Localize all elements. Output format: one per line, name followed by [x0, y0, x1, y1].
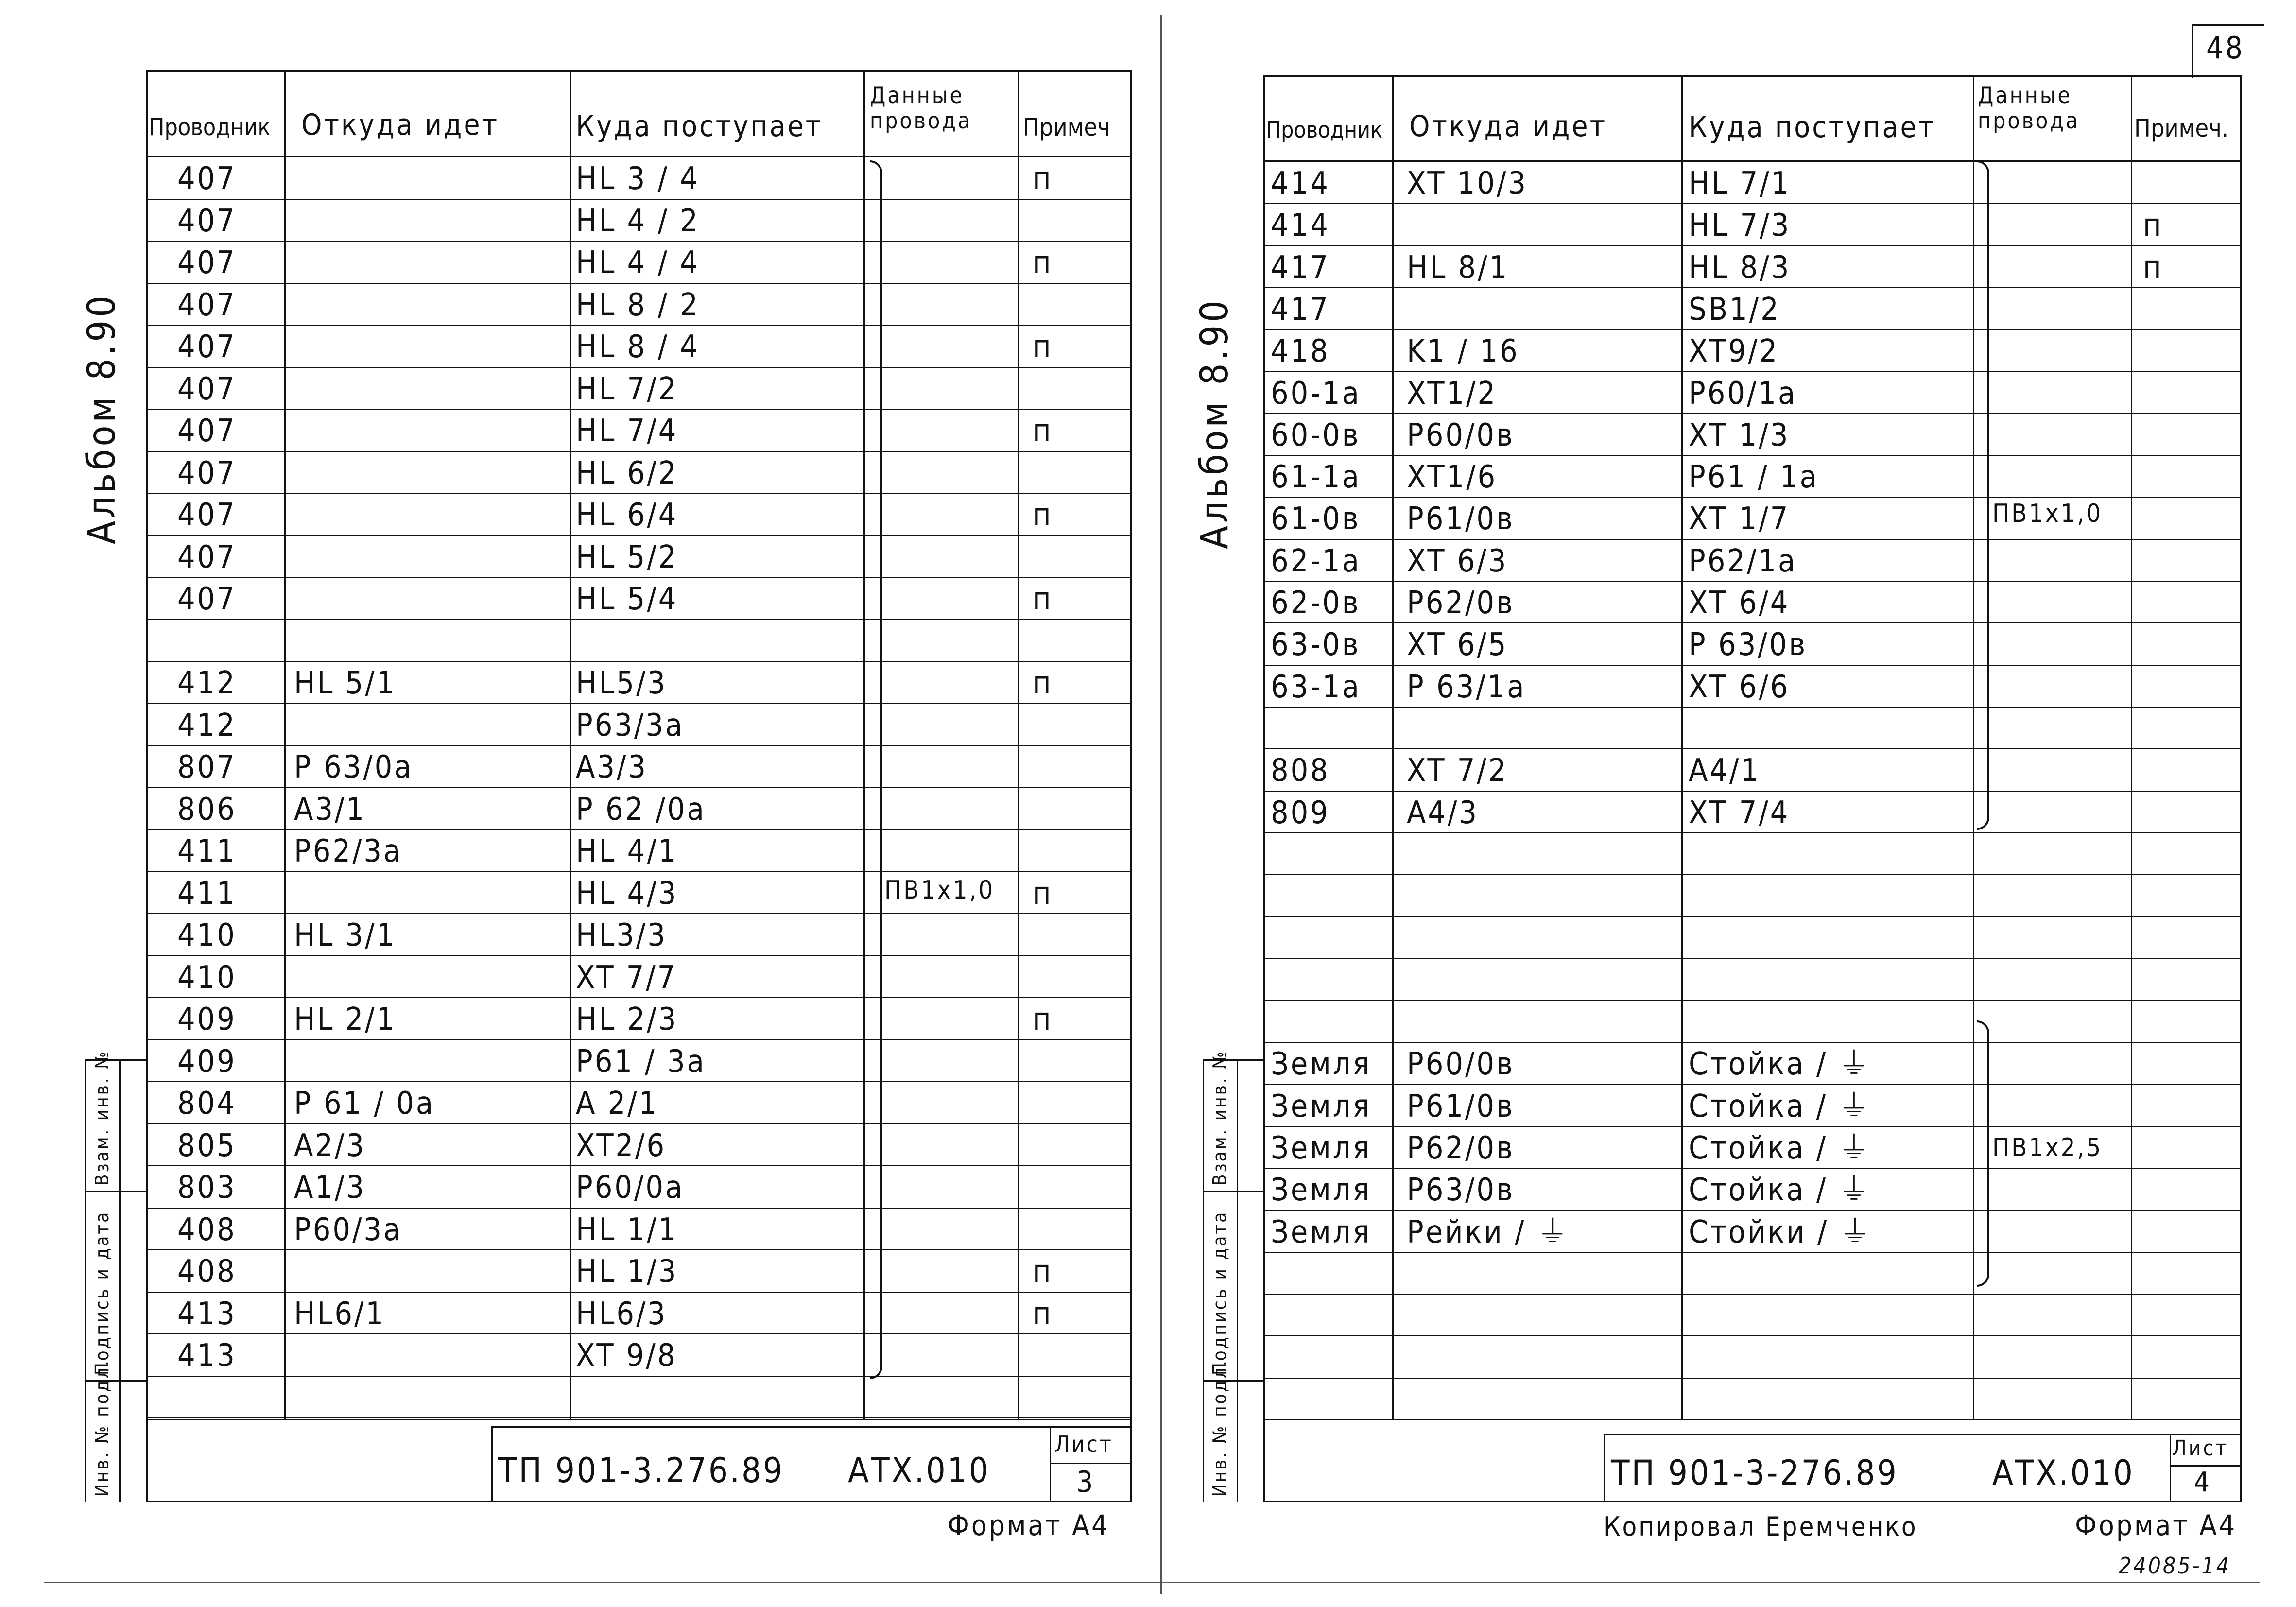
left-cell-from: HL 5/1: [294, 665, 397, 701]
left-cell-note: п: [1033, 1254, 1053, 1290]
left-cell-note: п: [1033, 245, 1053, 281]
right-cell-from: XT 10/3: [1407, 166, 1528, 202]
page-number-box-left: [2192, 24, 2193, 78]
left-cell-conductor: 407: [177, 455, 237, 491]
left-cell-conductor: 407: [177, 287, 237, 323]
left-cell-conductor: 411: [177, 833, 237, 869]
right-cell-from: P 63/1а: [1407, 669, 1526, 705]
left-cell-conductor: 413: [177, 1296, 237, 1332]
left-cell-note: п: [1033, 581, 1053, 617]
right-side-box-div1: [1203, 1191, 1265, 1192]
right-col-line-4: [2131, 75, 2132, 1419]
right-cell-to: Стойка / ⏚: [1689, 1088, 1872, 1124]
left-cell-conductor: 407: [177, 413, 237, 449]
right-stamp-left: [1604, 1434, 1605, 1502]
right-side-vzam: Взам. инв. №: [1209, 1049, 1230, 1186]
left-format: Формат А4: [948, 1509, 1110, 1542]
right-wire-brace-1: [1977, 160, 1989, 830]
right-cell-to: XT 1/7: [1689, 501, 1790, 537]
left-cell-conductor: 407: [177, 161, 237, 197]
left-cell-note: п: [1033, 161, 1053, 197]
right-wire-brace-2: [1977, 1020, 1989, 1287]
right-header-to: Куда поступает: [1689, 110, 1936, 144]
page-number: 48: [2206, 30, 2244, 66]
right-side-inv: Инв. № подл.: [1209, 1359, 1230, 1497]
left-cell-conductor: 409: [177, 1002, 237, 1037]
left-cell-to: HL 4/3: [576, 875, 678, 912]
right-cell-to: SB1/2: [1689, 291, 1780, 328]
right-stamp-sheet-label: Лист: [2172, 1436, 2229, 1461]
right-cell-to: XT 6/4: [1689, 585, 1790, 621]
left-cell-conductor: 407: [177, 245, 237, 281]
left-cell-note: п: [1033, 1296, 1053, 1332]
right-cell-to: P61 / 1а: [1689, 459, 1819, 496]
left-cell-note: п: [1033, 413, 1053, 449]
right-cell-note: п: [2143, 249, 2163, 286]
right-header-wire: Данные провода: [1978, 82, 2080, 134]
left-cell-conductor: 807: [177, 749, 237, 785]
left-cell-conductor: 410: [177, 917, 237, 953]
right-cell-to: Стойка / ⏚: [1689, 1172, 1872, 1209]
right-frame-bottom: [1263, 1501, 2242, 1502]
right-stamp-doc: АТХ.010: [1992, 1453, 2135, 1493]
right-cell-to: Стойки / ⏚: [1689, 1214, 1873, 1250]
right-row-line: [1263, 1042, 2242, 1043]
right-cell-to: Стойка / ⏚: [1689, 1046, 1872, 1083]
left-cell-conductor: 407: [177, 329, 237, 365]
right-cell-conductor: 63-1а: [1271, 669, 1361, 705]
right-cell-from: XT1/2: [1407, 375, 1498, 412]
left-wire-label: ПВ1х1,0: [884, 876, 995, 905]
left-cell-to: HL3/3: [576, 917, 668, 953]
right-cell-from: P62/0в: [1407, 585, 1515, 621]
left-cell-to: P63/3а: [576, 707, 685, 743]
left-cell-from: A3/1: [294, 791, 366, 828]
right-cell-conductor: Земля: [1271, 1172, 1372, 1209]
right-cell-from: XT 6/5: [1407, 627, 1508, 663]
right-cell-conductor: Земля: [1271, 1130, 1372, 1166]
right-header-bottom: [1263, 160, 2242, 162]
page-number-box-top: [2192, 24, 2264, 26]
left-cell-to: HL 8 / 2: [576, 287, 700, 323]
left-cell-conductor: 803: [177, 1170, 237, 1206]
right-cell-conductor: 61-1а: [1271, 459, 1361, 496]
right-cell-conductor: 414: [1271, 166, 1330, 202]
left-stamp-sheet-label: Лист: [1054, 1431, 1113, 1457]
right-cell-to: HL 7/3: [1689, 207, 1791, 244]
left-cell-from: HL 2/1: [294, 1002, 397, 1037]
left-cell-to: HL6/3: [576, 1296, 668, 1332]
left-cell-from: HL 3/1: [294, 917, 397, 953]
left-cell-to: HL 7/2: [576, 371, 678, 407]
right-cell-conductor: 417: [1271, 249, 1330, 286]
right-header-from: Откуда идет: [1409, 109, 1607, 143]
left-cell-from: P62/3а: [294, 833, 403, 869]
right-side-box-mid: [1237, 1059, 1238, 1502]
left-cell-to: HL 7/4: [576, 413, 678, 449]
right-cell-conductor: 63-0в: [1271, 627, 1361, 663]
right-cell-to: A4/1: [1689, 753, 1761, 789]
right-frame-top: [1263, 75, 2242, 77]
left-cell-conductor: 408: [177, 1211, 237, 1248]
right-cell-from: XT 6/3: [1407, 543, 1508, 579]
left-cell-conductor: 407: [177, 497, 237, 533]
right-cell-conductor: 809: [1271, 795, 1330, 831]
right-stamp-top: [1604, 1434, 2242, 1435]
right-frame-left: [1263, 75, 1265, 1502]
right-stamp-code: ТП 901-3-276.89: [1611, 1453, 1899, 1493]
left-cell-from: P 63/0а: [294, 749, 414, 785]
left-cell-to: P61 / 3а: [576, 1043, 706, 1080]
right-side-sign: Подпись и дата: [1209, 1210, 1230, 1375]
right-wire-label-1: ПВ1х1,0: [1992, 499, 2103, 528]
scan-bottom-line: [44, 1582, 2260, 1583]
right-cell-from: Рейки / ⏚: [1407, 1214, 1570, 1250]
right-cell-conductor: 414: [1271, 207, 1330, 244]
right-cell-conductor: 61-0в: [1271, 501, 1361, 537]
left-cell-to: HL 3 / 4: [576, 161, 700, 197]
right-cell-to: HL 8/3: [1689, 249, 1791, 286]
left-cell-to: P 62 /0а: [576, 791, 706, 828]
right-cell-from: XT1/6: [1407, 459, 1498, 496]
left-cell-to: HL 4/1: [576, 833, 678, 869]
right-cell-conductor: 62-0в: [1271, 585, 1361, 621]
left-cell-conductor: 409: [177, 1043, 237, 1080]
left-header-note: Примеч: [1023, 113, 1110, 141]
left-cell-to: P60/0а: [576, 1170, 685, 1206]
right-cell-conductor: 417: [1271, 291, 1330, 328]
right-header-note: Примеч.: [2134, 114, 2229, 142]
left-cell-from: A2/3: [294, 1127, 366, 1164]
left-side-sign: Подпись и дата: [91, 1210, 113, 1375]
left-album-label: Альбом 8.90: [80, 293, 124, 544]
right-cell-to: P60/1а: [1689, 375, 1797, 412]
footer-number: 24085-14: [2119, 1553, 2231, 1579]
right-cell-conductor: 808: [1271, 753, 1330, 789]
right-cell-conductor: 60-1а: [1271, 375, 1361, 412]
left-cell-conductor: 407: [177, 203, 237, 239]
right-col-line-2: [1681, 75, 1683, 1419]
right-cell-to: P 63/0в: [1689, 627, 1808, 663]
right-row-line: [1263, 958, 2242, 959]
left-stamp-doc: АТХ.010: [848, 1451, 990, 1490]
left-cell-conductor: 413: [177, 1338, 237, 1374]
right-col-line-1: [1392, 75, 1394, 1419]
left-cell-to: HL 6/2: [576, 455, 678, 491]
right-row-line: [1263, 748, 2242, 749]
right-col-line-3: [1973, 75, 1974, 1419]
left-cell-note: п: [1033, 497, 1053, 533]
left-stamp-sheet-no: 3: [1076, 1465, 1095, 1499]
left-header-conductor: Проводник: [149, 114, 271, 141]
left-cell-conductor: 407: [177, 371, 237, 407]
right-cell-from: XT 7/2: [1407, 753, 1508, 789]
left-cell-conductor: 411: [177, 875, 237, 912]
left-cell-to: A3/3: [576, 749, 648, 785]
left-header-to: Куда поступает: [576, 109, 823, 143]
right-stamp-sheet-no: 4: [2194, 1467, 2212, 1498]
right-album-label: Альбом 8.90: [1193, 297, 1237, 549]
left-cell-to: HL 2/3: [576, 1002, 678, 1037]
right-row-line: [1263, 916, 2242, 917]
right-cell-conductor: Земля: [1271, 1046, 1372, 1083]
right-format: Формат А4: [2075, 1509, 2237, 1542]
right-cell-conductor: Земля: [1271, 1088, 1372, 1124]
left-cell-to: HL5/3: [576, 665, 668, 701]
right-cell-to: P62/1а: [1689, 543, 1797, 579]
right-cell-from: P61/0в: [1407, 501, 1515, 537]
right-cell-conductor: 418: [1271, 333, 1330, 370]
left-cell-conductor: 804: [177, 1086, 237, 1122]
left-side-inv: Инв. № подл.: [91, 1359, 113, 1497]
left-header-from: Откуда идет: [301, 108, 500, 142]
right-side-box-line: [1203, 1059, 1204, 1502]
left-cell-to: HL 6/4: [576, 497, 678, 533]
left-cell-conductor: 407: [177, 581, 237, 617]
right-wire-label-2: ПВ1х2,5: [1992, 1133, 2103, 1162]
right-cell-conductor: 60-0в: [1271, 417, 1361, 453]
right-cell-from: P61/0в: [1407, 1088, 1515, 1124]
left-cell-conductor: 412: [177, 665, 237, 701]
left-cell-to: XT 9/8: [576, 1338, 677, 1374]
left-cell-to: HL 1/1: [576, 1211, 678, 1248]
right-cell-to: Стойка / ⏚: [1689, 1130, 1872, 1166]
right-row-line: [1263, 1378, 2242, 1379]
left-cell-note: п: [1033, 875, 1053, 912]
right-header-conductor: Проводник: [1266, 117, 1382, 143]
left-cell-from: HL6/1: [294, 1296, 386, 1332]
right-cell-from: A4/3: [1407, 795, 1479, 831]
right-cell-from: P60/0в: [1407, 417, 1515, 453]
right-row-line: [1263, 1335, 2242, 1336]
left-cell-to: XT 7/7: [576, 959, 677, 996]
left-cell-conductor: 407: [177, 539, 237, 575]
left-cell-from: A1/3: [294, 1170, 366, 1206]
right-copied-by: Копировал Еремченко: [1604, 1511, 1918, 1542]
right-cell-note: п: [2143, 207, 2163, 244]
right-cell-from: P62/0в: [1407, 1130, 1515, 1166]
left-cell-from: P 61 / 0а: [294, 1086, 435, 1122]
right-stamp-sheet-left: [2170, 1434, 2171, 1502]
right-cell-to: XT 6/6: [1689, 669, 1790, 705]
right-row-line: [1263, 1294, 2242, 1295]
left-cell-conductor: 806: [177, 791, 237, 828]
right-cell-to: XT 1/3: [1689, 417, 1790, 453]
left-cell-to: HL 5/4: [576, 581, 678, 617]
right-row-line: [1263, 874, 2242, 875]
right-cell-to: XT 7/4: [1689, 795, 1790, 831]
left-side-vzam: Взам. инв. №: [91, 1049, 113, 1186]
left-cell-to: HL 1/3: [576, 1254, 678, 1290]
left-cell-conductor: 410: [177, 959, 237, 996]
left-cell-to: XT2/6: [576, 1127, 667, 1164]
right-cell-from: HL 8/1: [1407, 249, 1509, 286]
left-stamp-code: ТП 901-3.276.89: [498, 1451, 785, 1490]
right-cell-from: K1 / 16: [1407, 333, 1519, 370]
right-cell-to: XT9/2: [1689, 333, 1779, 370]
left-cell-to: HL 5/2: [576, 539, 678, 575]
left-cell-conductor: 408: [177, 1254, 237, 1290]
left-cell-conductor: 805: [177, 1127, 237, 1164]
right-title-top: [1263, 1419, 2242, 1420]
left-cell-note: п: [1033, 1002, 1053, 1037]
left-header-wire: Данные провода: [870, 82, 972, 134]
right-row-line: [1263, 1000, 2242, 1001]
right-cell-conductor: 62-1а: [1271, 543, 1361, 579]
left-cell-to: A 2/1: [576, 1086, 659, 1122]
left-cell-conductor: 412: [177, 707, 237, 743]
right-cell-to: HL 7/1: [1689, 166, 1791, 202]
left-cell-to: HL 4 / 4: [576, 245, 700, 281]
right-cell-conductor: Земля: [1271, 1214, 1372, 1250]
right-cell-from: P60/0в: [1407, 1046, 1515, 1083]
right-cell-from: P63/0в: [1407, 1172, 1515, 1209]
left-cell-note: п: [1033, 329, 1053, 365]
left-cell-to: HL 8 / 4: [576, 329, 700, 365]
left-cell-to: HL 4 / 2: [576, 203, 700, 239]
left-cell-note: п: [1033, 665, 1053, 701]
right-frame-right: [2240, 75, 2242, 1502]
left-cell-from: P60/3а: [294, 1211, 403, 1248]
